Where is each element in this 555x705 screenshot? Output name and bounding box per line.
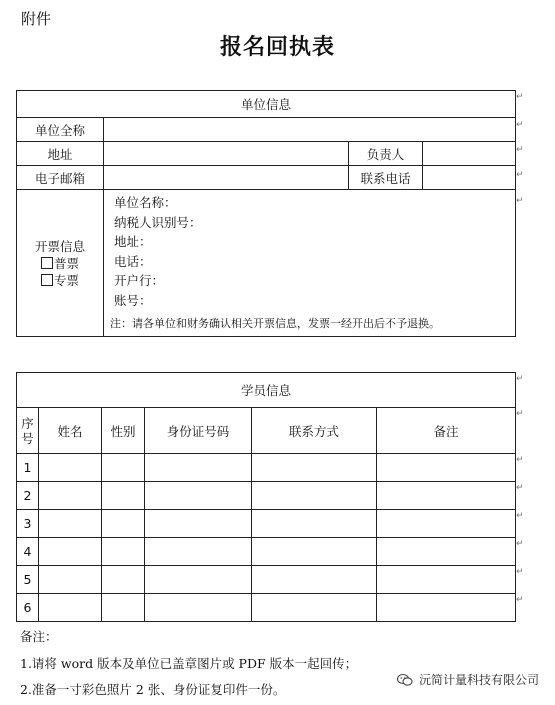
unit-info-table bbox=[16, 90, 516, 337]
invoice-field-address[interactable]: 地址： bbox=[114, 234, 152, 249]
name-cell[interactable] bbox=[39, 482, 102, 510]
watermark bbox=[397, 671, 539, 688]
row-number: 2 bbox=[17, 482, 39, 510]
watermark-text: 沅简计量科技有限公司 bbox=[418, 673, 539, 687]
return-mark-icon: ↵ bbox=[516, 196, 524, 206]
invoice-field-tax-id[interactable]: 纳税人识别号： bbox=[114, 214, 202, 230]
checkbox-icon[interactable] bbox=[41, 274, 53, 286]
row-number: 4 bbox=[17, 538, 39, 566]
id-number-cell[interactable] bbox=[145, 454, 252, 482]
return-mark-icon: ↵ bbox=[516, 120, 524, 130]
return-mark-icon: ↵ bbox=[516, 409, 524, 419]
name-cell[interactable] bbox=[39, 566, 102, 594]
phone-field[interactable] bbox=[423, 166, 516, 190]
gender-cell[interactable] bbox=[102, 454, 145, 482]
table-row bbox=[17, 538, 516, 566]
return-mark-icon: ↵ bbox=[516, 567, 524, 577]
contact-cell[interactable] bbox=[252, 510, 377, 538]
header-name: 姓名 bbox=[39, 408, 102, 454]
unit-full-name-label: 单位全称 bbox=[17, 118, 104, 142]
gender-cell[interactable] bbox=[102, 510, 145, 538]
name-cell[interactable] bbox=[39, 538, 102, 566]
address-label: 地址 bbox=[17, 142, 104, 166]
contact-cell[interactable] bbox=[252, 538, 377, 566]
notes-heading: 备注： bbox=[20, 629, 58, 644]
email-field[interactable] bbox=[104, 166, 349, 190]
contact-cell[interactable] bbox=[252, 482, 377, 510]
table-row bbox=[17, 482, 516, 510]
unit-info-heading: 单位信息 bbox=[17, 91, 516, 118]
invoice-info-label: 开票信息 bbox=[34, 238, 85, 254]
table-row bbox=[17, 454, 516, 482]
header-remarks: 备注 bbox=[377, 408, 516, 454]
person-in-charge-label: 负责人 bbox=[349, 142, 423, 166]
page-title: 报名回执表 bbox=[219, 34, 335, 60]
remarks-cell[interactable] bbox=[377, 454, 516, 482]
contact-cell[interactable] bbox=[252, 454, 377, 482]
header-gender: 性别 bbox=[102, 408, 145, 454]
invoice-field-account[interactable]: 账号： bbox=[114, 292, 152, 308]
invoice-details-cell bbox=[104, 190, 516, 337]
checkbox-icon[interactable] bbox=[41, 257, 53, 269]
gender-cell[interactable] bbox=[102, 566, 145, 594]
student-info-table bbox=[16, 372, 516, 622]
return-mark-icon: ↵ bbox=[516, 483, 524, 493]
remarks-cell[interactable] bbox=[377, 566, 516, 594]
invoice-type-special-label: 专票 bbox=[53, 272, 79, 288]
return-mark-icon: ↵ bbox=[516, 595, 524, 605]
header-contact: 联系方式 bbox=[252, 408, 377, 454]
note-item-1: 1.请将 word 版本及单位已盖章图片或 PDF 版本一起回传； bbox=[20, 656, 358, 671]
invoice-type-normal-label: 普票 bbox=[53, 255, 79, 271]
gender-cell[interactable] bbox=[102, 482, 145, 510]
name-cell[interactable] bbox=[39, 454, 102, 482]
invoice-field-unit-name[interactable]: 单位名称： bbox=[114, 195, 177, 210]
invoice-info-cell bbox=[17, 190, 104, 337]
person-in-charge-field[interactable] bbox=[423, 142, 516, 166]
id-number-cell[interactable] bbox=[145, 594, 252, 622]
header-seq bbox=[17, 408, 39, 454]
gender-cell[interactable] bbox=[102, 594, 145, 622]
attachment-label: 附件 bbox=[21, 10, 52, 28]
gender-cell[interactable] bbox=[102, 538, 145, 566]
return-mark-icon: ↵ bbox=[516, 92, 524, 102]
header-seq-text: 序号 bbox=[21, 415, 34, 446]
contact-cell[interactable] bbox=[252, 594, 377, 622]
contact-cell[interactable] bbox=[252, 566, 377, 594]
id-number-cell[interactable] bbox=[145, 510, 252, 538]
row-number: 3 bbox=[17, 510, 39, 538]
invoice-field-bank[interactable]: 开户行： bbox=[114, 273, 165, 288]
invoice-field-phone[interactable]: 电话： bbox=[114, 253, 152, 269]
remarks-cell[interactable] bbox=[377, 482, 516, 510]
return-mark-icon: ↵ bbox=[516, 455, 524, 465]
table-row bbox=[17, 594, 516, 622]
name-cell[interactable] bbox=[39, 594, 102, 622]
table-row bbox=[17, 510, 516, 538]
address-field[interactable] bbox=[104, 142, 349, 166]
return-mark-icon: ↵ bbox=[516, 511, 524, 521]
student-info-heading: 学员信息 bbox=[17, 373, 516, 408]
phone-label: 联系电话 bbox=[349, 166, 423, 190]
row-number: 5 bbox=[17, 566, 39, 594]
invoice-type-special[interactable] bbox=[17, 272, 103, 289]
wechat-icon bbox=[397, 673, 413, 687]
invoice-type-normal[interactable] bbox=[17, 255, 103, 272]
return-mark-icon: ↵ bbox=[516, 170, 524, 180]
note-item-2: 2.准备一寸彩色照片 2 张、身份证复印件一份。 bbox=[20, 682, 286, 697]
row-number: 6 bbox=[17, 594, 39, 622]
return-mark-icon: ↵ bbox=[516, 539, 524, 549]
remarks-cell[interactable] bbox=[377, 594, 516, 622]
header-id-number: 身份证号码 bbox=[145, 408, 252, 454]
id-number-cell[interactable] bbox=[145, 538, 252, 566]
email-label: 电子邮箱 bbox=[17, 166, 104, 190]
remarks-cell[interactable] bbox=[377, 510, 516, 538]
table-row bbox=[17, 566, 516, 594]
id-number-cell[interactable] bbox=[145, 566, 252, 594]
unit-full-name-field[interactable] bbox=[104, 118, 516, 142]
remarks-cell[interactable] bbox=[377, 538, 516, 566]
return-mark-icon: ↵ bbox=[516, 374, 524, 384]
name-cell[interactable] bbox=[39, 510, 102, 538]
id-number-cell[interactable] bbox=[145, 482, 252, 510]
invoice-note: 注：请各单位和财务确认相关开票信息，发票一经开出后不予退换。 bbox=[110, 317, 440, 330]
return-mark-icon: ↵ bbox=[516, 145, 524, 155]
row-number: 1 bbox=[17, 454, 39, 482]
